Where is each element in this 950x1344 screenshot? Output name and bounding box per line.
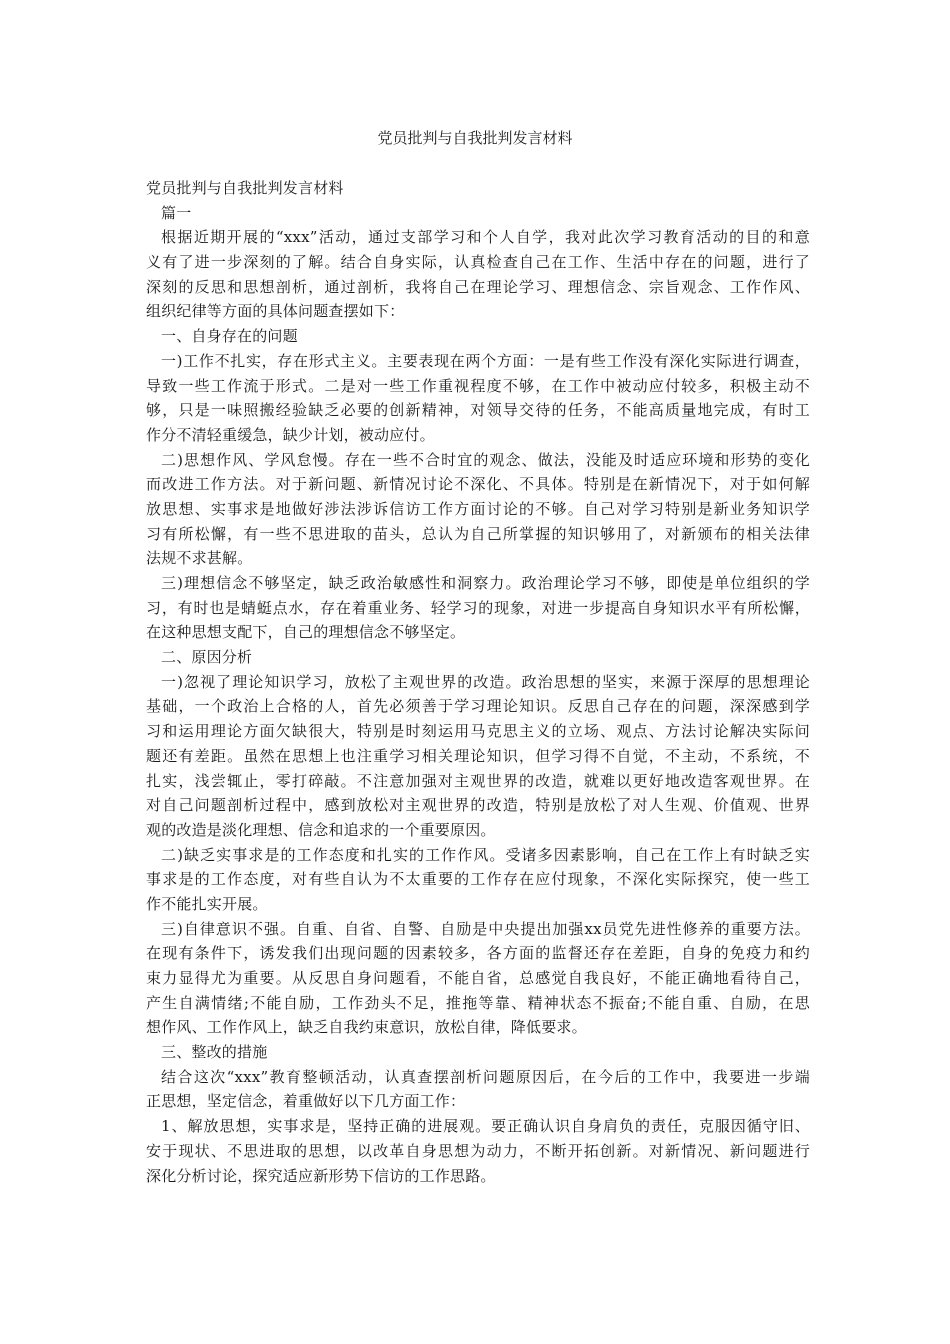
text-line: 习有所松懈，有一些不思进取的苗头，总认为自己所掌握的知识够用了，对新颁布的相关法律 [146, 524, 810, 543]
text-line: 习和运用理论方面欠缺很大，特别是时刻运用马克思主义的立场、观点、方法讨论解决实际问 [146, 722, 810, 741]
text-line: 深化分析讨论，探究适应新形势下信访的工作思路。 [146, 1166, 496, 1185]
text-line: 导致一些工作流于形式。二是对一些工作重视程度不够，在工作中被动应付较多，积极主动不 [146, 376, 810, 395]
text-line: 在现有条件下，诱发我们出现问题的因素较多，各方面的监督还存在差距，自身的免疫力和约 [146, 944, 810, 963]
text-line: 三)理想信念不够坚定，缺乏政治敏感性和洞察力。政治理论学习不够，即使是单位组织的学 [161, 574, 810, 592]
text-line: 束力显得尤为重要。从反思自身问题看，不能自省，总感觉自我良好，不能正确地看待自己， [146, 969, 810, 987]
text-line: 够，只是一味照搬经验缺乏必要的创新精神，对领导交待的任务，不能高质量地完成，有时工 [146, 401, 810, 420]
text-line: 基础，一个政治上合格的人，首先必须善于学习理论知识。反思自己存在的问题，深深感到学 [146, 697, 810, 716]
text-line: 事求是的工作态度，对有些自认为不太重要的工作存在应付现象，不深化实际探究，使一些工 [146, 870, 810, 889]
text-line: 一)工作不扎实，存在形式主义。主要表现在两个方面：一是有些工作没有深化实际进行调查， [161, 351, 810, 370]
text-line: 根据近期开展的“xxx”活动，通过支部学习和个人自学，我对此次学习教育活动的目的和意 [161, 228, 810, 247]
text-line: 义有了进一步深刻的了解。结合自身实际，认真检查自己在工作、生活中存在的问题，进行了 [146, 253, 810, 272]
text-line: 法规不求甚解。 [146, 549, 253, 568]
text-line: 组织纪律等方面的具体问题查摆如下： [146, 302, 405, 321]
text-line: 放思想、实事求是地做好涉法涉诉信访工作方面讨论的不够。自己对学习特别是新业务知识学 [146, 499, 810, 518]
text-line: 二)缺乏实事求是的工作态度和扎实的工作作风。受诸多因素影响，自己在工作上有时缺乏实 [161, 845, 810, 864]
text-line: 正思想，坚定信念，着重做好以下几方面工作： [146, 1092, 466, 1111]
document-title: 党员批判与自我批判发言材料 [377, 129, 573, 147]
text-line: 篇一 [161, 203, 192, 222]
text-line: 1、解放思想，实事求是，坚持正确的进展观。要正确认识自身肩负的责任，克服因循守旧、 [161, 1117, 810, 1136]
text-line: 一)忽视了理论知识学习，放松了主观世界的改造。政治思想的坚实，来源于深厚的思想理论 [161, 672, 810, 691]
text-line: 安于现状、不思进取的思想，以改革自身思想为动力，不断开拓创新。对新情况、新问题进行 [146, 1141, 810, 1160]
text-line: 党员批判与自我批判发言材料 [146, 179, 344, 197]
text-line: 对自己问题剖析过程中，感到放松对主观世界的改造，特别是放松了对人生观、价值观、世界 [146, 796, 810, 815]
text-line: 三)自律意识不强。自重、自省、自警、自励是中央提出加强xx员党先进性修养的重要方法。 [161, 919, 810, 938]
text-line: 扎实，浅尝辄止，零打碎敲。不注意加强对主观世界的改造，就难以更好地改造客观世界。在 [146, 771, 810, 790]
text-line: 三、整改的措施 [161, 1043, 268, 1062]
text-line: 观的改造是淡化理想、信念和追求的一个重要原因。 [146, 820, 496, 839]
text-line: 想作风、工作作风上，缺乏自我约束意识，放松自律，降低要求。 [146, 1018, 587, 1037]
text-line: 一、自身存在的问题 [161, 327, 298, 346]
text-line: 二、原因分析 [161, 648, 253, 667]
text-line: 产生自满情绪;不能自励，工作劲头不足，推拖等靠、精神状态不振奋;不能自重、自励，在思 [146, 993, 810, 1012]
text-line: 结合这次“xxx”教育整顿活动，认真查摆剖析问题原因后，在今后的工作中，我要进一步端 [161, 1067, 810, 1086]
text-line: 题还有差距。虽然在思想上也注重学习相关理论知识，但学习得不自觉，不主动，不系统，不 [146, 746, 810, 765]
text-line: 而改进工作方法。对于新问题、新情况讨论不深化、不具体。特别是在新情况下，对于如何解 [146, 475, 810, 494]
text-line: 作不能扎实开展。 [146, 894, 268, 913]
text-line: 作分不清轻重缓急，缺少计划，被动应付。 [146, 425, 435, 444]
text-line: 深刻的反思和思想剖析，通过剖析，我将自己在理论学习、理想信念、宗旨观念、工作作风、 [146, 277, 810, 296]
text-line: 二)思想作风、学风怠慢。存在一些不合时宜的观念、做法，没能及时适应环境和形势的变化 [161, 450, 810, 469]
document-body [146, 176, 810, 1188]
text-line: 习，有时也是蜻蜓点水，存在着重业务、轻学习的现象，对进一步提高自身知识水平有所松懈， [146, 598, 810, 617]
text-line: 在这种思想支配下，自己的理想信念不够坚定。 [146, 623, 466, 642]
